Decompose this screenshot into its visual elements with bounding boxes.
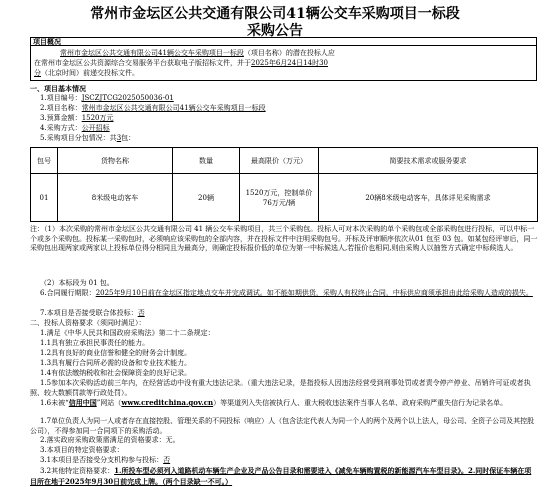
project-number: 1.项目编号：JSCZJTCG2025050036-01 <box>40 94 174 102</box>
table-row <box>31 174 538 222</box>
table-header-row <box>31 148 538 174</box>
overview-heading: 项目概况 <box>31 38 536 46</box>
joint-bid: 7.本项目是否接受联合体投标：否 <box>40 309 145 317</box>
qual-2: 2.落实政府采购政策需满足的资格要求：无。 <box>40 436 180 444</box>
qual-1-3: 1.3具有履行合同所必需的设备和专业技术能力。 <box>40 359 192 367</box>
table-header: 简要技术需求或服务要求 <box>319 148 538 174</box>
table-header: 数量 <box>173 148 240 174</box>
procurement-method: 4.采购方式：公开招标 <box>40 124 110 132</box>
section1-heading: 一、项目基本情况 <box>30 84 86 93</box>
section2-heading: 二、投标人资格要求（须同时满足）： <box>30 319 146 327</box>
budget: 3.预算金额：1520万元 <box>40 114 114 122</box>
qual-3-2: 3.2其他特定资格要求：1.所投车型必须列入道路机动车辆生产企业及产品公告目录和需要进入《减免车辆购置税的新能源汽车车型目录》。2.同时保证车辆在项目所在地于2025年9月30日前完成上牌。（两个目录缺一不可。） <box>30 466 532 486</box>
overview-project-name: 常州市金坛区公共交通有限公司41辆公交车采购项目一标段 <box>60 49 244 57</box>
lot-table <box>30 147 538 222</box>
table-header: 货物名称 <box>58 148 173 174</box>
overview-deadline: 2025年6月24日14时30 <box>251 59 328 67</box>
table-cell: 20辆 <box>173 174 240 222</box>
note-2: （2）本标段为 01 包。 <box>40 279 114 287</box>
qual-1-2: 1.2具有良好的商业信誉和健全的财务会计制度。 <box>40 349 192 357</box>
note-1: 注：（1）本次采购的常州市金坛区公共交通有限公司 41 辆公交车采购项目，共三个采购包。投标人可对本次采购的单个采购包或全部采购包进行投标，可以中标一个或多个采购包。投标某一采购包时，必须响应该采购包的全部内容，并在投标文件中注明采购包号。开标及评审顺序依次从01 包至 03 包。如某包经评审后，同一采购包出现两家或两家以上投标单位得分相同且为最高分，则确定投标报价低的单位为第一中标候选人,若报价也相同,则由采购人以抽签方式确定中标候选人。 <box>30 225 538 252</box>
qual-3-1: 3.1本项目是否接受分支机构参与投标：否 <box>40 456 171 464</box>
qual-3: 3.本项目的特定资格要求： <box>40 446 124 454</box>
contract-period: 6.合同履行期限：2025年9月10日前在金坛区指定地点交车并完成调试。如不能如期供货，采购人有权终止合同，中标供应商须承担由此给采购人造成的损失。 <box>40 289 533 297</box>
qual-1-5: 1.5参加本次采购活动前三年内，在经营活动中没有重大违法记录。（重大违法记录，是指投标人因违法经营受到刑事处罚或者责令停产停业、吊销许可证或者执照、较大数额罚款等行政处罚）。 <box>30 379 531 397</box>
lot-info: 5.采购项目分包情况：共3包： <box>40 134 136 142</box>
qual-1-7: 1.7单位负责人为同一人或者存在直接控股、管理关系的不同投标（响应）人（包含法定代表人为同一个人的两个及两个以上法人，母公司、全资子公司及其控股公司），不得参加同一合同项下的采购活动。 <box>30 417 535 435</box>
qual-1-1: 1.1具有独立承担民事责任的能力。 <box>40 339 150 347</box>
table-cell: 01 <box>31 174 58 222</box>
creditchina-link[interactable]: www.creditchina.gov.cn <box>121 398 214 407</box>
page-title: 常州市金坛区公共交通有限公司41辆公交车采购项目一标段 <box>90 6 460 22</box>
table-cell: 20辆8米级电动客车，具体详见采购需求 <box>319 174 538 222</box>
table-header: 最高限价（万元） <box>240 148 319 174</box>
page-subtitle: 采购公告 <box>247 23 303 39</box>
project-name: 2.项目名称：常州市金坛区公共交通有限公司41辆公交车采购项目一标段 <box>40 104 266 112</box>
qual-1-6: 1.6未被“信用中国”网站（www.creditchina.gov.cn）等渠道列入失信被执行人、重大税收违法案件当事人名单、政府采购严重失信行为记录名单。 <box>40 398 508 407</box>
table-cell: 8米级电动客车 <box>58 174 173 222</box>
overview-box <box>30 37 537 81</box>
table-cell: 1520万元，控制单价76万元/辆 <box>240 174 319 222</box>
qual-1: 1.满足《中华人民共和国政府采购法》第二十二条规定： <box>40 329 215 337</box>
table-header: 包号 <box>31 148 58 174</box>
qual-1-4: 1.4有依法缴纳税收和社会保障资金的良好记录。 <box>40 369 192 377</box>
overview-body: 常州市金坛区公共交通有限公司41辆公交车采购项目一标段（项目名称）的潜在投标人应 在常州市金坛区公共资源综合交易服务平台获取电子版招标文件，并于2025年6月24日14时30 分（北京时间）前递交投标文件。 <box>34 49 335 77</box>
